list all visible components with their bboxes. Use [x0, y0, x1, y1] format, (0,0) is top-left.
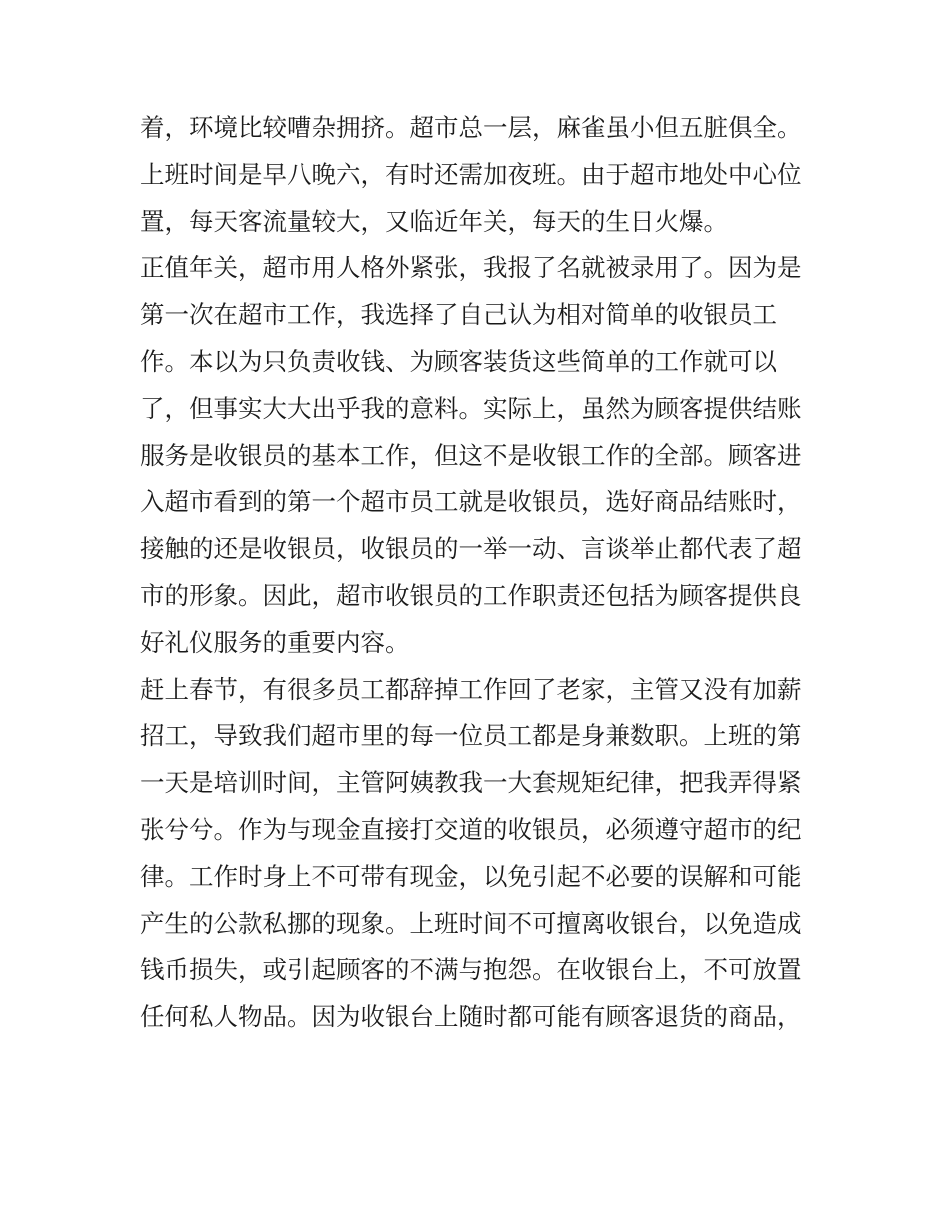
text-line: 张兮兮。作为与现金直接打交道的收银员，必须遵守超市的纪 [140, 814, 802, 844]
text-line: 入超市看到的第一个超市员工就是收银员，选好商品结账时， [140, 487, 802, 517]
text-line: 产生的公款私挪的现象。上班时间不可擅离收银台，以免造成 [140, 908, 802, 938]
text-line: 正值年关，超市用人格外紧张，我报了名就被录用了。因为是 [140, 253, 802, 283]
text-line: 赶上春节，有很多员工都辞掉工作回了老家，主管又没有加薪 [140, 674, 802, 704]
text-line: 任何私人物品。因为收银台上随时都可能有顾客退货的商品， [140, 1002, 802, 1032]
text-line: 一天是培训时间，主管阿姨教我一大套规矩纪律，把我弄得紧 [140, 768, 802, 798]
text-line: 律。工作时身上不可带有现金，以免引起不必要的误解和可能 [140, 861, 802, 891]
text-line: 接触的还是收银员，收银员的一举一动、言谈举止都代表了超 [140, 534, 802, 564]
text-line: 作。本以为只负责收钱、为顾客装货这些简单的工作就可以 [140, 346, 777, 376]
text-line: 着，环境比较嘈杂拥挤。超市总一层，麻雀虽小但五脏俱全。 [140, 113, 802, 142]
text-line: 招工，导致我们超市里的每一位员工都是身兼数职。上班的第 [140, 721, 802, 751]
text-line: 市的形象。因此，超市收银员的工作职责还包括为顾客提供良 [140, 580, 802, 610]
text-line: 置，每天客流量较大，又临近年关，每天的生日火爆。 [140, 206, 728, 236]
text-line: 第一次在超市工作，我选择了自己认为相对简单的收银员工 [140, 300, 777, 330]
body-text [140, 105, 830, 1041]
text-line: 了，但事实大大出乎我的意料。实际上，虽然为顾客提供结账 [140, 393, 802, 423]
text-line: 服务是收银员的基本工作，但这不是收银工作的全部。顾客进 [140, 440, 802, 470]
text-line: 钱币损失，或引起顾客的不满与抱怨。在收银台上，不可放置 [140, 955, 802, 985]
text-line: 好礼仪服务的重要内容。 [140, 627, 410, 657]
text-line: 上班时间是早八晚六，有时还需加夜班。由于超市地处中心位 [140, 159, 802, 189]
